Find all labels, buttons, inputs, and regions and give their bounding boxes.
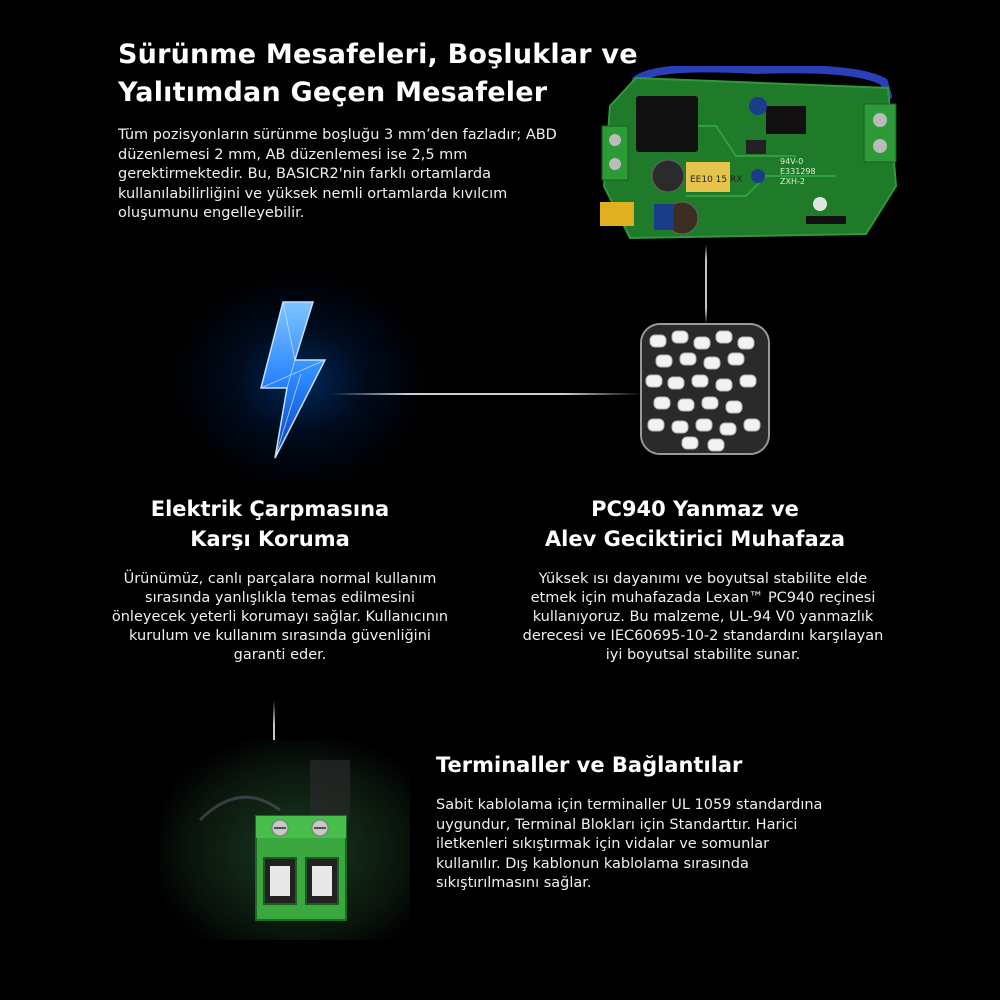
shock-title-line2: Karşı Koruma bbox=[190, 527, 350, 551]
connector-line-pcb bbox=[705, 244, 707, 324]
resin-granules-image bbox=[642, 325, 768, 453]
pc940-title-line1: PC940 Yanmaz ve bbox=[591, 497, 799, 521]
creepage-title-line1: Sürünme Mesafeleri, Boşluklar ve bbox=[118, 39, 638, 70]
granules-image-frame bbox=[640, 323, 770, 455]
lightning-bolt-icon bbox=[255, 300, 335, 460]
pcb-silk-rating: 94V-0 bbox=[780, 157, 804, 166]
connector-line-middle bbox=[330, 393, 642, 395]
terminals-description: Sabit kablolama için terminaller UL 1059 standardına uygundur, Terminal Blokları için Standarttır. Harici iletkenleri sıkıştırmak için vidalar ve somunlar kullanılır. Dış kablonun kablolama sırasında sıkıştırılmasını sağlar. bbox=[436, 797, 823, 891]
shock-protection-description: Ürünümüz, canlı parçalara normal kullanım sırasında yanlışlıkla temas edilmesini önleyecek yeterli korumayı sağlar. Kullanıcının kurulum ve kullanım sırasında güvenliğini garanti eder. bbox=[111, 571, 449, 663]
creepage-description: Tüm pozisyonların sürünme boşluğu 3 mm’den fazladır; ABD düzenlemesi 2 mm, AB düzenlemesi ise 2,5 mm gerektirmektedir. Bu, BASICR2'nin farklı ortamlarda kullanılabilirliğini ve yüksek nemli ortamlarda kıvılcım oluşumunu engelleyebilir. bbox=[118, 127, 557, 221]
terminal-block-image bbox=[160, 740, 410, 940]
terminals-title: Terminaller ve Bağlantılar bbox=[436, 753, 743, 777]
pcb-board-image bbox=[596, 66, 910, 244]
pc940-title-line2: Alev Geciktirici Muhafaza bbox=[544, 527, 846, 551]
creepage-title-line2: Yalıtımdan Geçen Mesafeler bbox=[118, 77, 548, 108]
pcb-inductor-label: EE10 15 RX bbox=[690, 175, 743, 185]
pc940-title bbox=[520, 494, 870, 554]
pc940-description: Yüksek ısı dayanımı ve boyutsal stabilite elde etmek için muhafazada Lexan™ PC940 reçinesi kullanıyoruz. Bu malzeme, UL-94 V0 yanmazlık derecesi ve IEC60695-10-2 standardını karşılayan iyi boyutsal stabilite sunar. bbox=[522, 571, 884, 663]
pcb-silk-cert: E331298 bbox=[780, 167, 816, 176]
shock-protection-title bbox=[110, 494, 430, 554]
shock-title-line1: Elektrik Çarpmasına bbox=[150, 497, 390, 521]
pcb-silk-model: ZXH-2 bbox=[780, 177, 805, 186]
